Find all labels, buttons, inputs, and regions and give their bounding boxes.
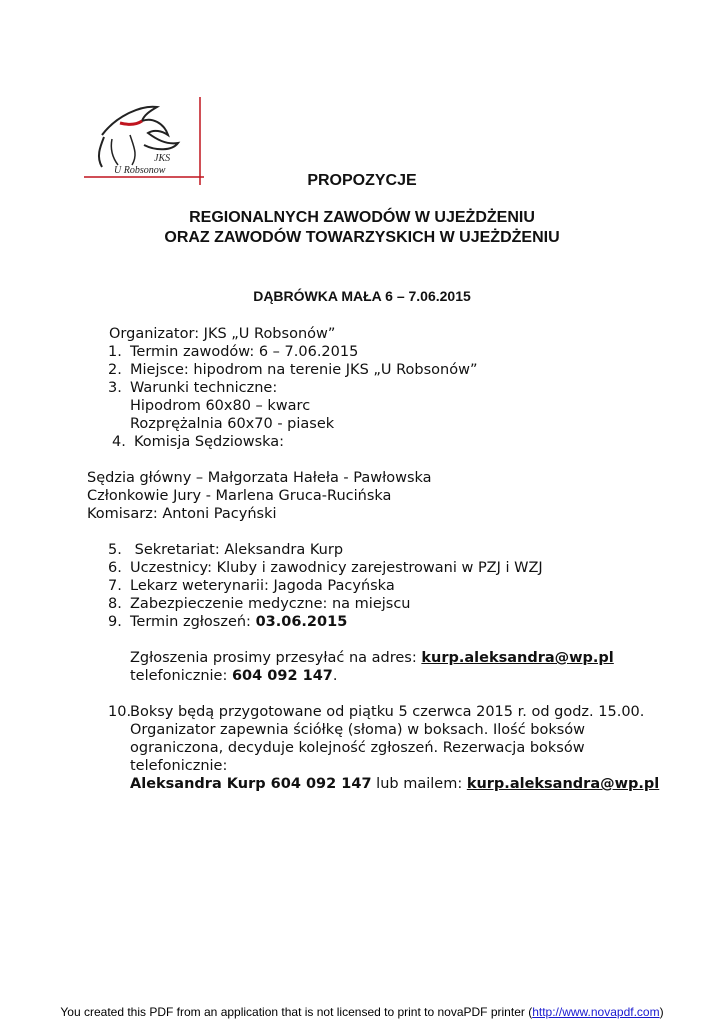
jury-line: Członkowie Jury - Marlena Gruca-Rucińska <box>87 488 392 504</box>
list-item: 9. Termin zgłoszeń: 03.06.2015 <box>108 614 348 630</box>
entries-line: Zgłoszenia prosimy przesyłać na adres: kurp.aleksandra@wp.pl <box>130 650 614 666</box>
deadline-date: 03.06.2015 <box>255 614 348 630</box>
list-item: 7. Lekarz weterynarii: Jagoda Pacyńska <box>108 578 395 594</box>
document-title: PROPOZYCJE <box>307 172 417 189</box>
jury-line: Komisarz: Antoni Pacyński <box>87 506 277 522</box>
contact-email-link[interactable]: kurp.aleksandra@wp.pl <box>466 776 660 792</box>
item10-line: ograniczona, decyduje kolejność zgłoszeń. Rezerwacja boksów <box>130 740 585 756</box>
item10-line: Organizator zapewnia ściółkę (słoma) w boksach. Ilość boksów <box>130 722 586 738</box>
list-item: 4. Komisja Sędziowska: <box>112 434 285 450</box>
list-item: 2. Miejsce: hipodrom na terenie JKS „U Robsonów” <box>108 362 478 378</box>
location-date: DĄBRÓWKA MAŁA 6 – 7.06.2015 <box>253 288 471 304</box>
list-item: 6. Uczestnicy: Kluby i zawodnicy zarejestrowani w PZJ i WZJ <box>108 560 543 576</box>
tech-line: Hipodrom 60x80 – kwarc <box>130 398 311 414</box>
jury-line: Sędzia główny – Małgorzata Hałeła - Pawłowska <box>87 470 432 486</box>
contact-line: Aleksandra Kurp 604 092 147 lub mailem: kurp.aleksandra@wp.pl <box>130 776 660 792</box>
subtitle-line-1: REGIONALNYCH ZAWODÓW W UJEŻDŻENIU <box>189 209 535 226</box>
list-item: 8. Zabezpieczenie medyczne: na miejscu <box>108 596 411 612</box>
list-item: 10.Boksy będą przygotowane od piątku 5 czerwca 2015 r. od godz. 15.00. <box>108 704 645 720</box>
list-item: 1. Termin zawodów: 6 – 7.06.2015 <box>108 344 359 360</box>
subtitle-line-2: ORAZ ZAWODÓW TOWARZYSKICH W UJEŻDŻENIU <box>164 229 560 246</box>
footer-notice: You created this PDF from an application that is not licensed to print to novaPDF printer (http://www.novapdf.com) <box>60 1005 664 1019</box>
phone-number: 604 092 147 <box>231 668 333 684</box>
phone-line: telefonicznie: 604 092 147. <box>130 668 338 684</box>
svg-text:U Robsonow: U Robsonow <box>114 165 166 176</box>
tech-line: Rozprężalnia 60x70 - piasek <box>130 416 335 432</box>
email-link[interactable]: kurp.aleksandra@wp.pl <box>421 650 614 666</box>
item10-line: telefonicznie: <box>130 758 228 774</box>
list-item: 3. Warunki techniczne: <box>108 380 278 396</box>
organizer-line: Organizator: JKS „U Robsonów” <box>109 326 336 342</box>
list-item: 5. Sekretariat: Aleksandra Kurp <box>108 542 344 558</box>
svg-text:JKS: JKS <box>154 153 171 164</box>
novapdf-link[interactable]: http://www.novapdf.com <box>532 1005 660 1019</box>
